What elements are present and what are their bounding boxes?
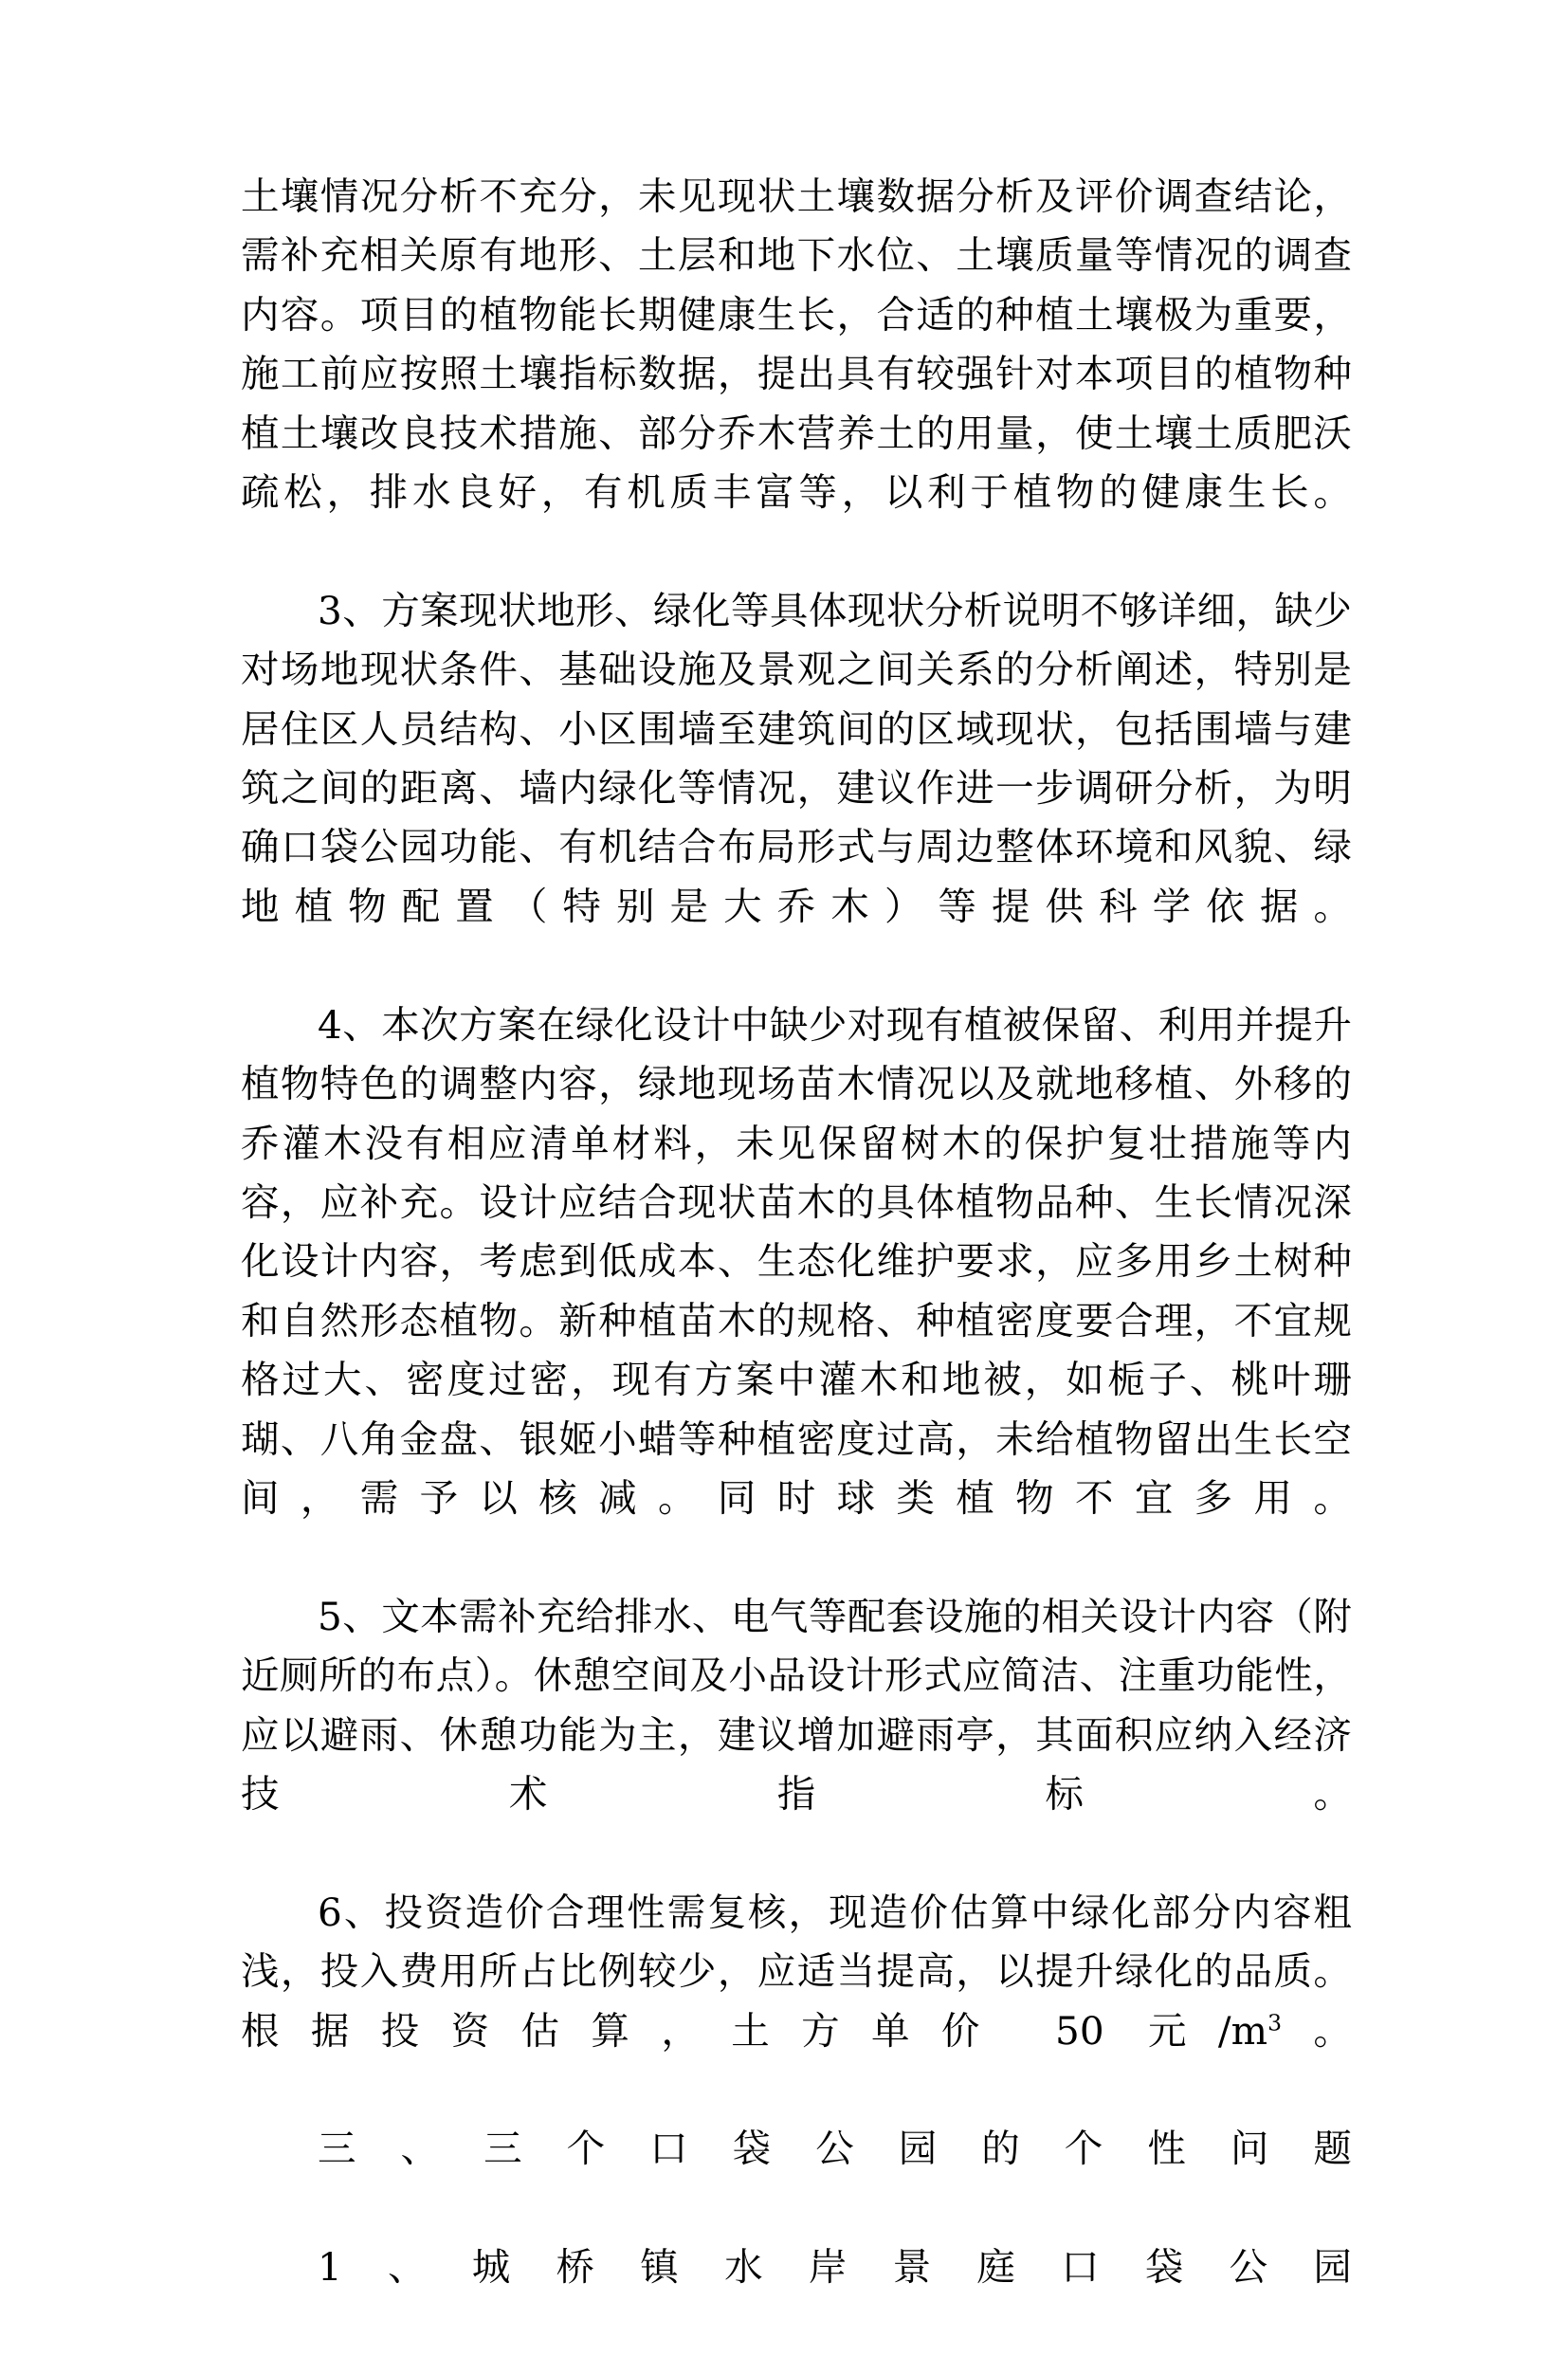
paragraph-item-6-text-after-unit: 。 bbox=[1282, 2007, 1352, 2054]
paragraph-park-item-1: 1、城桥镇水岸景庭口袋公园 bbox=[318, 2244, 1352, 2291]
paragraph-item-4-planting-design: 4、本次方案在绿化设计中缺少对现有植被保留、利用并提升植物特色的调整内容，绿地现场苗木情况以及就地移植、外移的乔灌木没有相应清单材料，未见保留树木的保护复壮措施等内容，应补充。设计应结合现状苗木的具体植物品种、生长情况深化设计内容，考虑到低成本、生态化维护要求，应多用乡土树种和自然形态植物。新种植苗木的规格、种植密度要合理，不宜规格过大、密度过密，现有方案中灌木和地被，如栀子、桃叶珊瑚、八角金盘、银姬小蜡等种植密度过高，未给植物留出生长空间，需予以核减。同时球类植物不宜多用。 bbox=[241, 1001, 1352, 1521]
heading-section-three: 三、三个口袋公园的个性问题 bbox=[318, 2126, 1352, 2172]
paragraph-item-5-utilities-facilities: 5、文本需补充给排水、电气等配套设施的相关设计内容（附近厕所的布点）。休憩空间及小品设计形式应简洁、注重功能性，应以避雨、休憩功能为主，建议增加避雨亭，其面积应纳入经济技术指标。 bbox=[241, 1593, 1352, 1817]
paragraph-item-6-investment-cost bbox=[241, 1883, 1352, 2120]
paragraph-continuation-soil-analysis: 土壤情况分析不充分，未见现状土壤数据分析及评价调查结论，需补充相关原有地形、土层和地下水位、土壤质量等情况的调查内容。项目的植物能长期健康生长，合适的种植土壤极为重要，施工前应按照土壤指标数据，提出具有较强针对本项目的植物种植土壤改良技术措施、部分乔木营养土的用量，使土壤土质肥沃疏松，排水良好，有机质丰富等，以利于植物的健康生长。 bbox=[241, 174, 1352, 516]
document-text-body bbox=[241, 167, 1352, 2356]
cubic-meter-superscript: 3 bbox=[1267, 2009, 1283, 2036]
paragraph-item-6-text-before-unit: 6、投资造价合理性需复核，现造价估算中绿化部分内容粗浅，投入费用所占比例较少，应适当提高，以提升绿化的品质。根据投资估算，土方单价 50 元/m bbox=[241, 1889, 1352, 2054]
paragraph-item-3-site-analysis: 3、方案现状地形、绿化等具体现状分析说明不够详细，缺少对场地现状条件、基础设施及景观之间关系的分析阐述，特别是居住区人员结构、小区围墙至建筑间的区域现状，包括围墙与建筑之间的距离、墙内绿化等情况，建议作进一步调研分析，为明确口袋公园功能、有机结合布局形式与周边整体环境和风貌、绿地植物配置（特别是大乔木）等提供科学依据。 bbox=[241, 587, 1352, 929]
